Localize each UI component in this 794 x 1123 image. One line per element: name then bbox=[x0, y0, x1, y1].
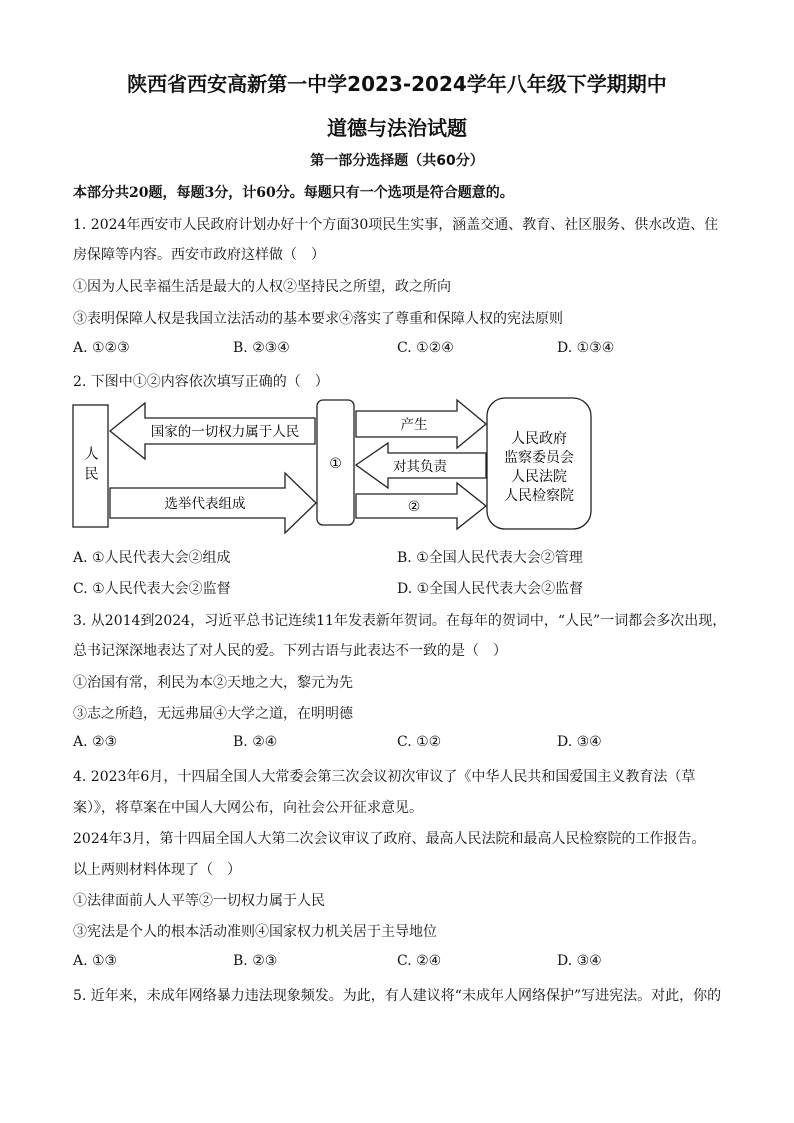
q3-statement-2: ③志之所趋，无远弗届④大学之道，在明明德 bbox=[73, 706, 353, 722]
q2-option-c[interactable]: C. ①人民代表大会②监督 bbox=[73, 581, 231, 597]
q3-option-c[interactable]: C. ①② bbox=[397, 734, 442, 750]
q3-stem-1: 3. 从2014到2024，习近平总书记连续11年发表新年贺词。在每年的贺词中，“人民”一词都会多次出现， bbox=[73, 613, 727, 629]
q5-stem-1: 5. 近年来，未成年网络暴力违法现象频发。为此，有人建议将“未成年人网络保护”写进宪法。对此，你的 bbox=[73, 988, 722, 1004]
q3-stem-2: 总书记深深地表达了对人民的爱。下列古语与此表达不一致的是（ ） bbox=[73, 643, 507, 659]
q1-option-d[interactable]: D. ①③④ bbox=[557, 340, 615, 356]
q2-option-a[interactable]: A. ①人民代表大会②组成 bbox=[73, 550, 231, 566]
title-line-1: 陕西省西安高新第一中学2023-2024学年八年级下学期期中 bbox=[127, 72, 667, 96]
arrow-power-belongs-label: 国家的一切权力属于人民 bbox=[150, 424, 300, 440]
q3-option-b[interactable]: B. ②④ bbox=[233, 734, 278, 750]
section-heading: 第一部分选择题（共60分） bbox=[310, 153, 484, 169]
people-label: 人民 bbox=[82, 446, 99, 486]
q1-stem-1: 1. 2024年西安市人民政府计划办好十个方面30项民生实事，涵盖交通、教育、社区服务、供水改造、住 bbox=[73, 217, 719, 233]
q3-option-d[interactable]: D. ③④ bbox=[557, 734, 602, 750]
q2-option-b[interactable]: B. ①全国人民代表大会②管理 bbox=[397, 550, 583, 566]
q4-stem-4: 以上两则材料体现了（ ） bbox=[73, 862, 241, 878]
q4-stem-3: 2024年3月，第十四届全国人大第二次会议审议了政府、最高人民法院和最高人民检察院的工作报告。 bbox=[73, 831, 706, 847]
title-line-2: 道德与法治试题 bbox=[327, 116, 467, 140]
q1-option-c[interactable]: C. ①②④ bbox=[397, 340, 454, 356]
arrow-elect-label: 选举代表组成 bbox=[164, 496, 246, 512]
q4-statement-1: ①法律面前人人平等②一切权力属于人民 bbox=[73, 893, 325, 909]
q4-statement-2: ③宪法是个人的根本活动准则④国家权力机关居于主导地位 bbox=[73, 924, 437, 940]
q1-stem-2: 房保障等内容。西安市政府这样做（ ） bbox=[73, 247, 325, 263]
organ-supervision: 监察委员会 bbox=[504, 450, 574, 466]
q4-stem-1: 4. 2023年6月，十四届全国人大常委会第三次会议初次审议了《中华人民共和国爱国主义教育法（草 bbox=[73, 769, 696, 785]
arrow-blank-2-label: ② bbox=[407, 499, 421, 515]
q3-statement-1: ①治国有常，利民为本②天地之大，黎元为先 bbox=[73, 675, 353, 691]
q4-option-b[interactable]: B. ②③ bbox=[233, 953, 278, 969]
instructions: 本部分共20题，每题3分，计60分。每题只有一个选项是符合题意的。 bbox=[73, 185, 514, 201]
q3-option-a[interactable]: A. ②③ bbox=[73, 734, 118, 750]
q4-option-d[interactable]: D. ③④ bbox=[557, 953, 602, 969]
organ-government: 人民政府 bbox=[511, 431, 567, 447]
center-label: ① bbox=[329, 456, 342, 472]
arrow-responsible-label: 对其负责 bbox=[393, 459, 447, 475]
organ-court: 人民法院 bbox=[511, 469, 567, 485]
q4-option-c[interactable]: C. ②④ bbox=[397, 953, 442, 969]
organ-procuratorate: 人民检察院 bbox=[504, 488, 574, 504]
q1-statement-2: ③表明保障人权是我国立法活动的基本要求④落实了尊重和保障人权的宪法原则 bbox=[73, 311, 563, 327]
arrow-produce-label: 产生 bbox=[400, 417, 428, 433]
q2-option-d[interactable]: D. ①全国人民代表大会②监督 bbox=[397, 581, 584, 597]
q1-option-b[interactable]: B. ②③④ bbox=[233, 340, 290, 356]
q1-statement-1: ①因为人民幸福生活是最大的人权②坚持民之所望，政之所向 bbox=[73, 279, 451, 295]
q4-stem-2: 案）》，将草案在中国人大网公布，向社会公开征求意见。 bbox=[73, 800, 423, 816]
arrow-blank-2 bbox=[356, 483, 486, 529]
q1-option-a[interactable]: A. ①②③ bbox=[73, 340, 130, 356]
q2-stem: 2. 下图中①②内容依次填写正确的（ ） bbox=[73, 374, 329, 390]
q4-option-a[interactable]: A. ①③ bbox=[73, 953, 118, 969]
